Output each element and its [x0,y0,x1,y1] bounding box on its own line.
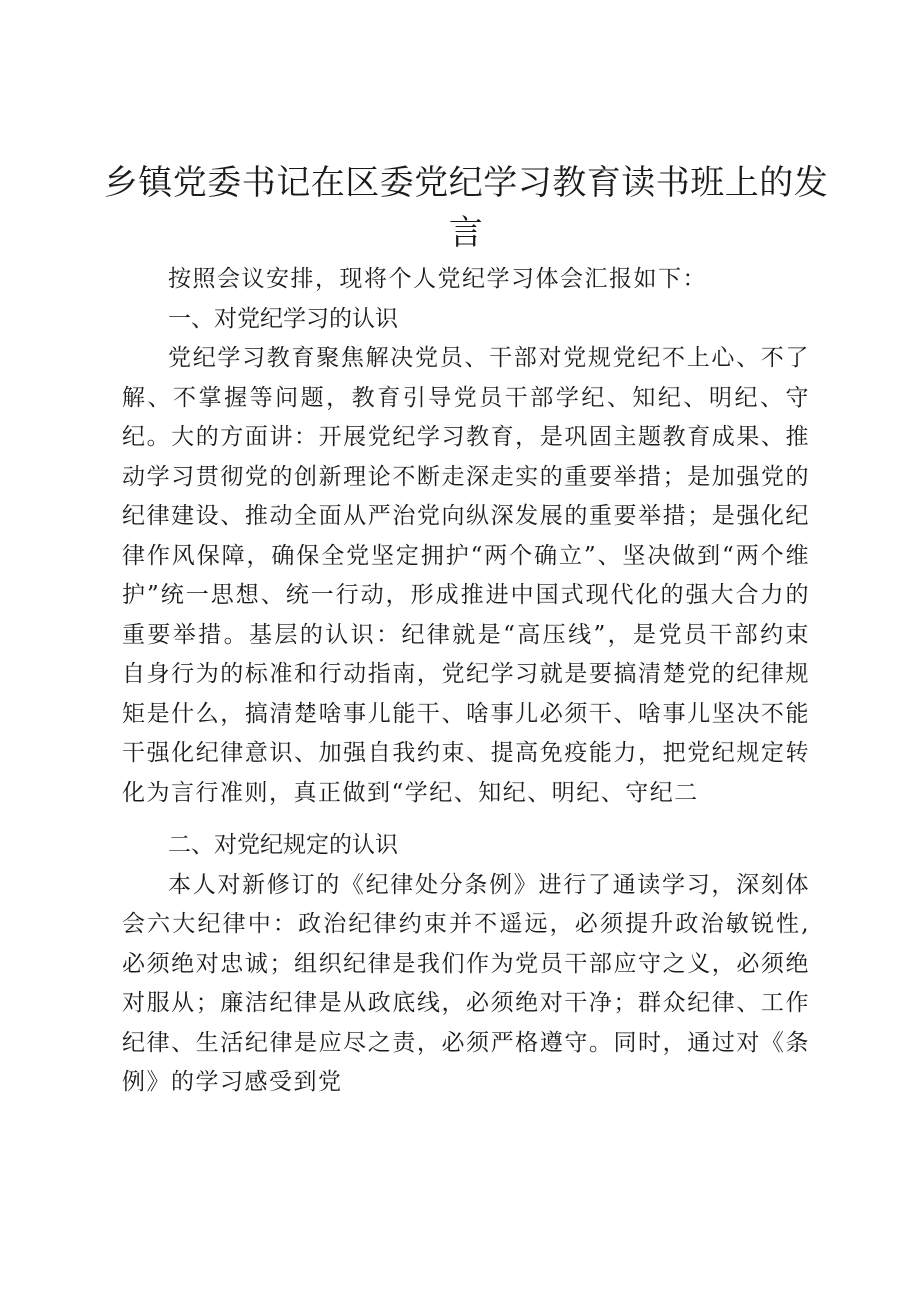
section-2-heading: 二、对党纪规定的认识 [168,832,398,858]
document-title: 乡镇党委书记在区委党纪学习教育读书班上的发言 [103,163,829,253]
intro-paragraph: 按照会议安排，现将个人党纪学习体会汇报如下： [168,266,707,292]
section-1-paragraph: 党纪学习教育聚焦解决党员、干部对党规党纪不上心、不了解、不掌握等问题，教育引导党员干部学纪、知纪、明纪、守纪。大的方面讲：开展党纪学习教育，是巩固主题教育成果、推动学习贯彻党的创新理论不断走深走实的重要举措；是加强党的纪律建设、推动全面从严治党向纵深发展的重要举措；是强化纪律作风保障，确保全党坚定拥护“两个确立”、坚决做到“两个维护”统一思想、统一行动，形成推进中国式现代化的强大合力的重要举措。基层的认识：纪律就是“高压线”，是党员干部约束自身行为的标准和行动指南，党纪学习就是要搞清楚党的纪律规矩是什么，搞清楚啥事儿能干、啥事儿必须干、啥事儿坚决不能干强化纪律意识、加强自我约束、提高免疫能力，把党纪规定转化为言行准则，真正做到“学纪、知纪、明纪、守纪二 [122,345,810,806]
document-page [103,158,829,1103]
section-spacer [122,813,810,826]
section-2-paragraph: 本人对新修订的《纪律处分条例》进行了通读学习，深刻体会六大纪律中：政治纪律约束并不遥远，必须提升政治敏锐性,必须绝对忠诚；组织纪律是我们作为党员干部应守之义，必须绝对服从；廉洁纪律是从政底线，必须绝对干净；群众纪律、工作纪律、生活纪律是应尽之责，必须严格遵守。同时，通过对《条例》的学习感受到党 [122,871,810,1095]
section-1-heading: 一、对党纪学习的认识 [168,305,398,332]
